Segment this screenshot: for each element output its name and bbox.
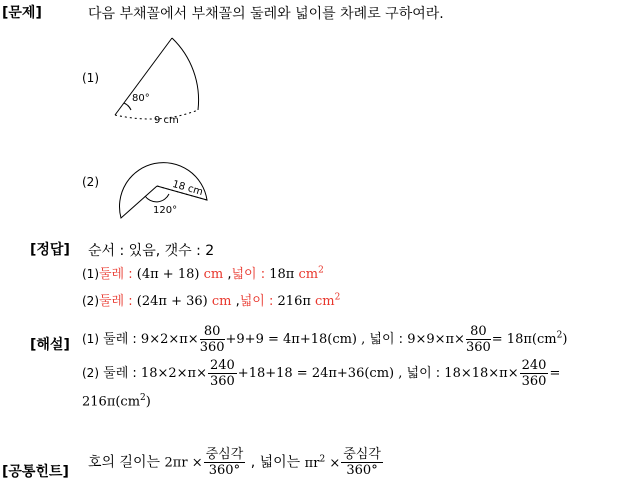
explanation-line-2 — [82, 358, 560, 389]
answer1-separator: , — [227, 267, 232, 282]
figure2-radius-label: 18 cm — [171, 178, 205, 199]
answer2-area-unit: $cm^2$ — [315, 292, 341, 309]
answer1-perimeter-unit: cm — [203, 267, 224, 282]
answer-label: [정답] — [30, 242, 70, 258]
figure1-angle-mark — [124, 103, 131, 110]
answer1-number: (1) — [82, 267, 99, 281]
answer1-area-unit: $cm^2$ — [298, 265, 324, 282]
explanation1-perimeter-fraction: $\frac{80}{360}$ — [199, 324, 225, 355]
hint-arc-expression: 2πr × — [164, 455, 203, 471]
answer-meta: 순서 : 있음, 갯수 : 2 — [88, 243, 215, 259]
answer2-area-label: 넓이 : — [239, 294, 274, 309]
explanation2-area-post: = — [549, 366, 561, 381]
problem-label: [문제] — [2, 5, 42, 21]
hint-mid: , 넓이는 — [250, 454, 301, 471]
explanation2-continuation: $216\pi(cm^2)$ — [82, 393, 151, 410]
answer1-perimeter-label: 둘레 : — [99, 267, 133, 282]
figure2-number: (2) — [82, 175, 99, 189]
explanation2-perimeter-pre: 18×2×π× — [140, 366, 207, 381]
answer2-area-value: 216π — [277, 294, 311, 309]
problem-question: 다음 부채꼴에서 부채꼴의 둘레와 넓이를 차례로 구하여라. — [88, 6, 444, 22]
hint-area-expression: $\pi r^2$ × — [304, 454, 341, 471]
figure1-number: (1) — [82, 71, 99, 85]
explanation1-perimeter-label: 둘레 : — [103, 332, 137, 347]
answer2-number: (2) — [82, 294, 99, 308]
explanation1-perimeter-post: +9+9 = 4π+18(cm) , — [225, 332, 366, 347]
figure2-angle-mark — [145, 194, 169, 202]
hint-area-fraction: $\frac{\text{중심각}}{360^\circ}$ — [343, 447, 381, 478]
hint-arc-fraction: $\frac{\text{중심각}}{360^\circ}$ — [205, 447, 244, 478]
answer-item-1 — [82, 263, 324, 282]
answer1-area-value: 18π — [269, 267, 295, 282]
answer1-area-label: 넓이 : — [231, 267, 266, 282]
hint-label: [공통힌트] — [2, 464, 69, 480]
explanation2-area-fraction: $\frac{240}{360}$ — [521, 358, 547, 389]
explanation-line-1 — [82, 324, 567, 355]
explanation2-area-pre: 18×18×π× — [444, 366, 519, 381]
answer-item-2 — [82, 290, 340, 309]
figure1-angle: 80° — [132, 93, 150, 104]
answer2-perimeter-label: 둘레 : — [99, 294, 133, 309]
explanation2-perimeter-post: +18+18 = 24π+36(cm) , — [237, 366, 403, 381]
explanation1-number: (1) — [82, 332, 99, 346]
answer2-separator: , — [235, 294, 240, 309]
explanation2-area-label: 넓이 : — [406, 366, 441, 381]
figure1-radius-label: 9 cm — [154, 115, 179, 126]
hint-text — [88, 447, 384, 478]
explanation1-area-pre: 9×9×π× — [407, 332, 465, 347]
figure1-arc — [172, 38, 199, 110]
explanation1-area-label: 넓이 : — [369, 332, 404, 347]
figure2-angle: 120° — [153, 205, 178, 216]
explanation2-perimeter-fraction: $\frac{240}{360}$ — [209, 358, 235, 389]
hint-pre: 호의 길이는 — [88, 454, 161, 471]
explanation2-perimeter-label: 둘레 : — [103, 366, 137, 381]
explanation1-perimeter-pre: 9×2×π× — [140, 332, 199, 347]
answer2-perimeter-value: (24π + 36) — [136, 294, 208, 309]
explanation-label: [해설] — [30, 337, 70, 353]
answer1-perimeter-value: (4π + 18) — [136, 267, 200, 282]
answer2-perimeter-unit: cm — [211, 294, 232, 309]
explanation2-number: (2) — [82, 366, 99, 380]
explanation1-area-post: = $18\pi(cm^2)$ — [491, 330, 568, 347]
explanation1-area-fraction: $\frac{80}{360}$ — [465, 324, 491, 355]
